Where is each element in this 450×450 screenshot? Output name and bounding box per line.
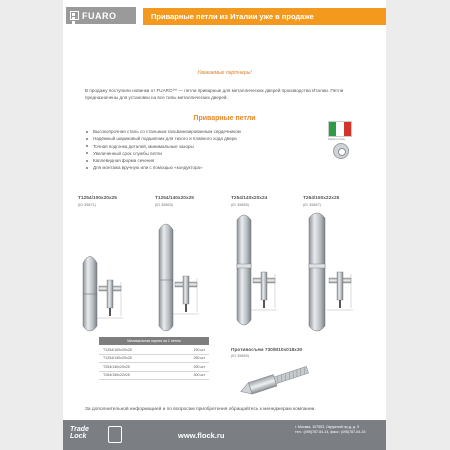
feature-item: Для монтажа вручную или с помощью «кондуктора» [85,164,305,171]
greeting: Уважаемые партнеры! [197,70,252,76]
table-cell-value: 250 шт [169,363,209,372]
flag-stripe-green [329,122,336,136]
contact-address [295,425,383,435]
header [63,0,386,32]
fuaro-logo [66,7,136,24]
table-cell-value: 250 шт [169,354,209,363]
anti-removal-id: (ID 35869) [231,354,249,358]
product-id: (ID 35867) [303,203,321,207]
footer [63,420,386,450]
logo-text: FUARO [82,10,117,21]
hinge-detail [327,272,353,310]
website-link[interactable]: www.flock.ru [178,431,225,440]
table-cell-name: T1254/140x20x25 [99,354,169,363]
hinge-t264-150 [309,213,353,331]
address-line: г. Москва, 107553, Окружной пр-д, д. 9 [295,425,360,429]
italy-flag-icon [328,121,352,137]
flyer-page [63,0,386,450]
feature-item: Увеличенный срок службы петли [85,150,305,157]
product-id: (ID 35865) [231,203,249,207]
flag-stripe-red [344,122,351,136]
tradelock-logo [70,426,89,440]
hinge-detail [251,272,277,310]
table-row [99,371,209,380]
product-name: T264/150x22x25 [303,196,340,201]
table-cell-name: T1254/100x20x25 [99,346,169,354]
feature-item: Надёжный шариковый подшипник для тихого и плавного хода двери [85,135,305,142]
hinge-detail [97,280,123,318]
tradelock-badge-icon [108,426,122,443]
feature-list [85,128,305,172]
hinge-detail [173,276,199,314]
table-row [99,346,209,354]
product-id: (ID 35871) [78,203,96,207]
table-cell-name: T264/150x22x25 [99,371,169,380]
table-cell-value: 150 шт [169,346,209,354]
fuaro-logo-icon [70,11,79,20]
flag-caption: Made in Italy [328,137,346,141]
tradelock-logo-line1: Trade [70,426,89,433]
phone-line: тел.: (495)787-54-14, факс: (495)787-54-15 [295,430,366,434]
table-cell-value: 300 шт [169,371,209,380]
feature-item: Точная подгонка деталей, минимальные зазоры [85,143,305,150]
feature-item: Высокопрочная сталь со стальным гальванизированным сердечником [85,128,305,135]
table-row [99,354,209,363]
hinge-t1254-140 [159,224,199,331]
table-row [99,363,209,372]
anti-removal-name: Противосъем 730/M10x018x30 [231,348,303,353]
tradelock-logo-line2: Lock [70,433,87,440]
feature-item: Каплевидная форма сечения [85,157,305,164]
washer-image [333,143,349,159]
hinges-illustration [63,208,386,338]
hinge-t254-140 [237,215,277,325]
product-name: T254/140x20x24 [231,196,268,201]
anti-removal-pin-image [231,360,321,400]
product-name: T1254/140x20x25 [155,196,194,201]
product-id: (ID 35863) [155,203,173,207]
table-cell-name: T254/140x20x25 [99,363,169,372]
flag-stripe-white [336,122,343,136]
header-banner: Приварные петли из Италии уже в продаже [143,8,386,25]
bottom-note: За дополнительной информацией и по вопросам приобретения обращайтесь к менеджерам компании. [85,407,316,412]
min-order-table [99,346,209,380]
product-name: T1254/100x20x25 [78,196,117,201]
intro-text: В продажу поступили новинки от FUARO™ — петли приварные для металлических дверей производства Италии. Петли предназначены для установки на все типы металлических дверей. [85,88,344,100]
section-title: Приварные петли [193,115,256,122]
min-order-table-title: Минимальная партия на 1 петлю [99,337,209,345]
hinge-t1254-100 [83,257,123,332]
